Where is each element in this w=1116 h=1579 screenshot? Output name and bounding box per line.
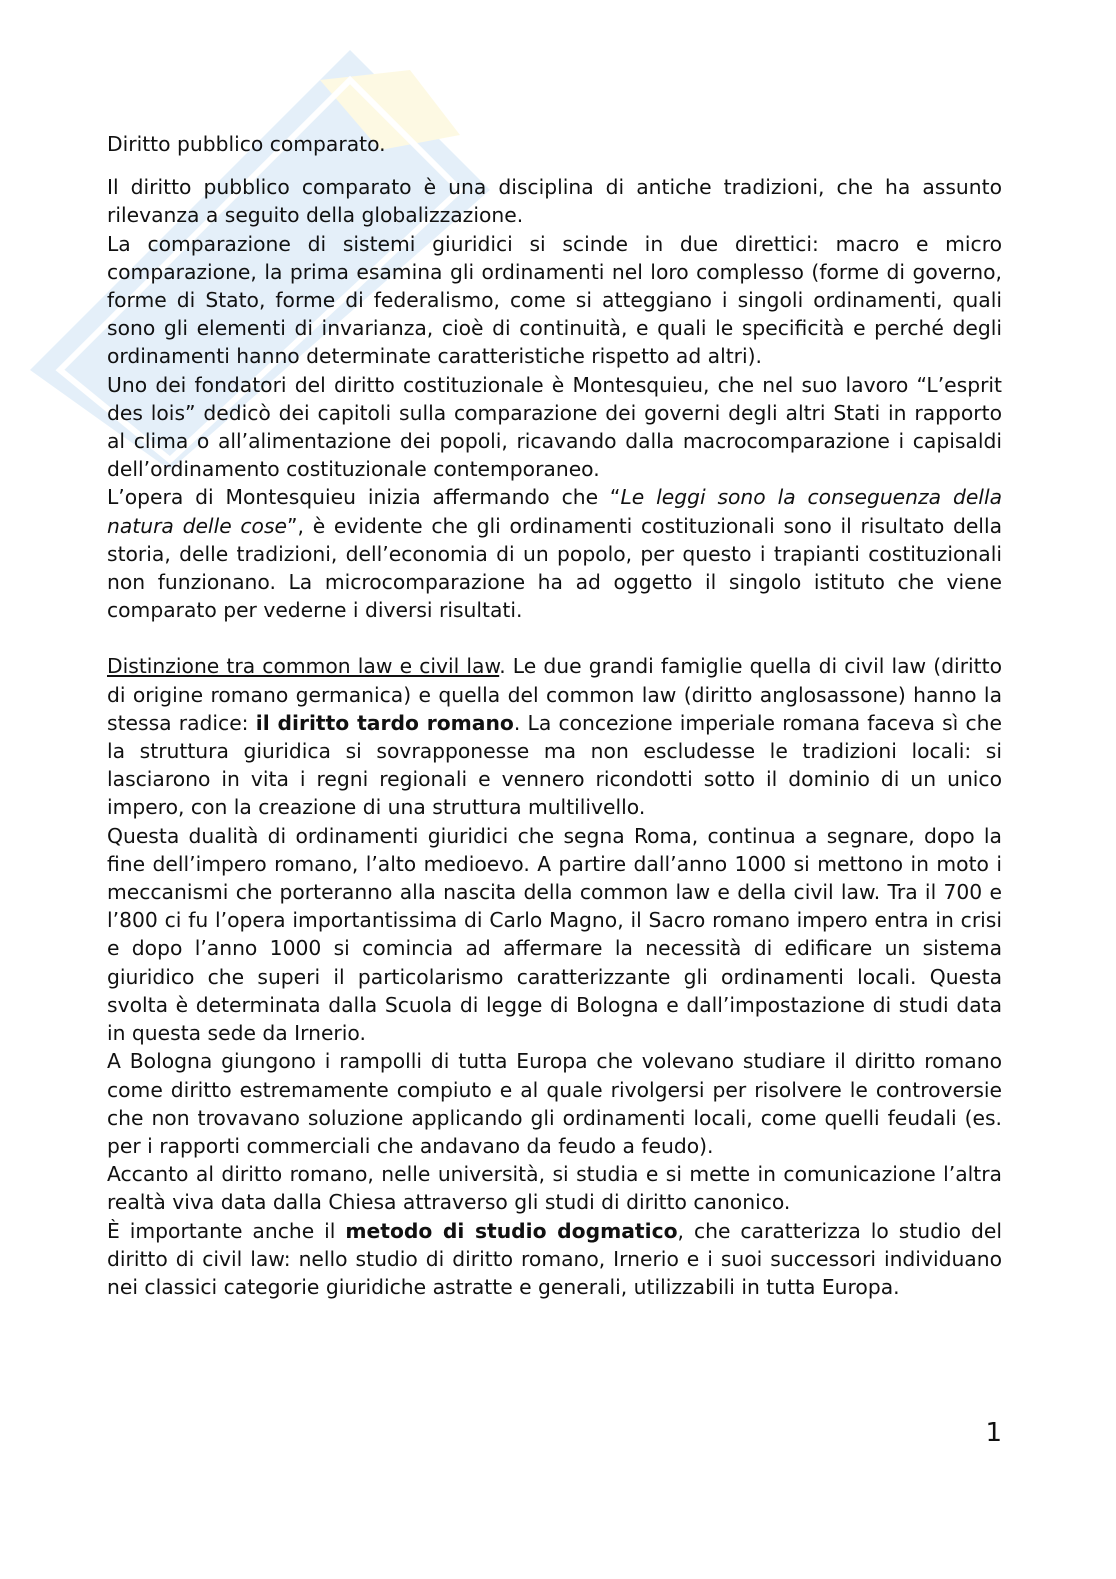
quote-leggi: Le leggi sono la conseguenza della natura delle cose <box>107 485 1003 538</box>
paragraph-common-civil-law: Distinzione tra common law e civil law. Le due grandi famiglie quella di civil law (diritto di origine romano germanica) e quella del common law (diritto anglosassone) hanno la stessa radice: il diritto tardo romano. La concezione imperiale romana faceva sì che la struttura giuridica si sovrapponesse ma non escludesse le tradizioni locali: si lasciarono in vita i regni regionali e vennero ricondotti sotto il dominio di un unico impero, con la creazione di una struttura multilivello. <box>107 654 1002 820</box>
page-number: 1 <box>985 1418 1002 1448</box>
paragraph-dualita: Questa dualità di ordinamenti giuridici che segna Roma, continua a segnare, dopo la fine dell’impero romano, l’alto medioevo. A partire dall’anno 1000 si mettono in moto i meccanismi che porteranno alla nascita della common law e della civil law. Tra il 700 e l’800 ci fu l’opera importantissima di Carlo Magno, il Sacro romano impero entra in crisi e dopo l’anno 1000 si comincia ad affermare la necessità di edificare un sistema giuridico che superi il particolarismo caratterizzante gli ordinamenti locali. Questa svolta è determinata dalla Scuola di legge di Bologna e dall’impostazione di studi data in questa sede da Irnerio. <box>107 823 1002 1046</box>
section-heading: Distinzione tra common law e civil law <box>107 654 500 679</box>
bold-diritto-tardo-romano: il diritto tardo romano <box>255 710 514 735</box>
document-title: Diritto pubblico comparato. <box>107 132 386 156</box>
bold-metodo-dogmatico: metodo di studio dogmatico <box>345 1218 678 1243</box>
document-body <box>107 130 1002 1301</box>
paragraph-opera-montesquieu: L’opera di Montesquieu inizia affermando che “Le leggi sono la conseguenza della natura delle cose”, è evidente che gli ordinamenti costituzionali sono il risultato della storia, delle tradizioni, dell’economia di un popolo, per questo i trapianti costituzionali non funzionano. La microcomparazione ha ad oggetto il singolo istituto che viene comparato per vederne i diversi risultati. <box>107 485 1003 623</box>
paragraph-comparazione: La comparazione di sistemi giuridici si scinde in due direttici: macro e micro comparazione, la prima esamina gli ordinamenti nel loro complesso (forme di governo, forme di Stato, forme di federalismo, come si atteggiano i singoli ordinamenti, quali sono gli elementi di invarianza, cioè di continuità, e quali le specificità e perché degli ordinamenti hanno determinate caratteristiche rispetto ad altri). <box>107 231 1002 369</box>
paragraph-diritto-canonico: Accanto al diritto romano, nelle università, si studia e si mette in comunicazione l’altra realtà viva data dalla Chiesa attraverso gli studi di diritto canonico. <box>107 1162 1002 1215</box>
paragraph-metodo-dogmatico: È importante anche il metodo di studio dogmatico, che caratterizza lo studio del diritto di civil law: nello studio di diritto romano, Irnerio e i suoi successori individuano nei classici categorie giuridiche astratte e generali, utilizzabili in tutta Europa. <box>107 1218 1003 1299</box>
paragraph-intro: Il diritto pubblico comparato è una disciplina di antiche tradizioni, che ha assunto rilevanza a seguito della globalizzazione. <box>107 175 1002 228</box>
paragraph-bologna: A Bologna giungono i rampolli di tutta Europa che volevano studiare il diritto romano come diritto estremamente compiuto e al quale rivolgersi per risolvere le controversie che non trovavano soluzione applicando gli ordinamenti locali, come quelli feudali (es. per i rapporti commerciali che andavano da feudo a feudo). <box>107 1049 1002 1158</box>
paragraph-montesquieu: Uno dei fondatori del diritto costituzionale è Montesquieu, che nel suo lavoro “L’esprit des lois” dedicò dei capitoli sulla comparazione dei governi degli altri Stati in rapporto al clima o all’alimentazione dei popoli, ricavando dalla macrocomparazione i capisaldi dell’ordinamento costituzionale contemporaneo. <box>107 372 1002 482</box>
